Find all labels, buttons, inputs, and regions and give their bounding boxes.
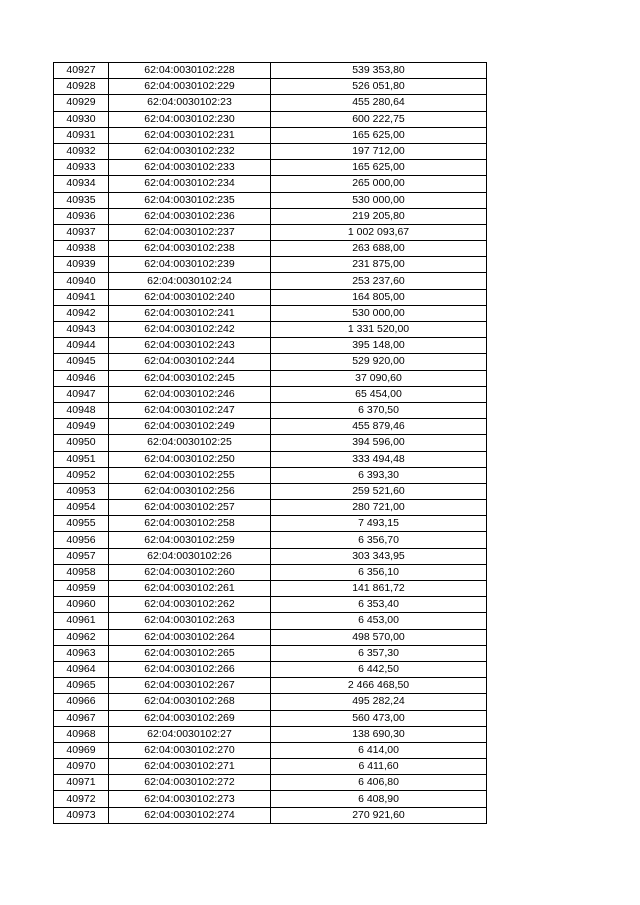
- cadastral-number-cell: 62:04:0030102:230: [109, 111, 271, 127]
- cadastral-number-cell: 62:04:0030102:23: [109, 95, 271, 111]
- cadastral-number-cell: 62:04:0030102:239: [109, 257, 271, 273]
- row-number-cell: 40961: [54, 613, 109, 629]
- value-cell: 165 625,00: [271, 127, 487, 143]
- value-cell: 6 393,30: [271, 467, 487, 483]
- table-row: [54, 160, 487, 176]
- table-row: [54, 111, 487, 127]
- value-cell: 165 625,00: [271, 160, 487, 176]
- cadastral-number-cell: 62:04:0030102:274: [109, 807, 271, 823]
- value-cell: 6 411,60: [271, 759, 487, 775]
- row-number-cell: 40946: [54, 370, 109, 386]
- cadastral-number-cell: 62:04:0030102:258: [109, 516, 271, 532]
- table-row: [54, 402, 487, 418]
- value-cell: 455 280,64: [271, 95, 487, 111]
- cadastral-number-cell: 62:04:0030102:27: [109, 726, 271, 742]
- value-cell: 455 879,46: [271, 419, 487, 435]
- value-cell: 394 596,00: [271, 435, 487, 451]
- row-number-cell: 40965: [54, 678, 109, 694]
- cadastral-number-cell: 62:04:0030102:247: [109, 402, 271, 418]
- table-row: [54, 775, 487, 791]
- table-row: [54, 678, 487, 694]
- value-cell: 6 370,50: [271, 402, 487, 418]
- row-number-cell: 40948: [54, 402, 109, 418]
- cadastral-number-cell: 62:04:0030102:273: [109, 791, 271, 807]
- value-cell: 65 454,00: [271, 386, 487, 402]
- value-cell: 7 493,15: [271, 516, 487, 532]
- cadastral-number-cell: 62:04:0030102:257: [109, 500, 271, 516]
- cadastral-number-cell: 62:04:0030102:269: [109, 710, 271, 726]
- cadastral-number-cell: 62:04:0030102:250: [109, 451, 271, 467]
- table-row: [54, 726, 487, 742]
- table-row: [54, 661, 487, 677]
- value-cell: 164 805,00: [271, 289, 487, 305]
- row-number-cell: 40952: [54, 467, 109, 483]
- row-number-cell: 40970: [54, 759, 109, 775]
- value-cell: 526 051,80: [271, 79, 487, 95]
- table-row: [54, 548, 487, 564]
- table-row: [54, 500, 487, 516]
- row-number-cell: 40963: [54, 645, 109, 661]
- value-cell: 219 205,80: [271, 208, 487, 224]
- value-cell: 529 920,00: [271, 354, 487, 370]
- row-number-cell: 40967: [54, 710, 109, 726]
- value-cell: 6 408,90: [271, 791, 487, 807]
- cadastral-number-cell: 62:04:0030102:264: [109, 629, 271, 645]
- row-number-cell: 40968: [54, 726, 109, 742]
- value-cell: 138 690,30: [271, 726, 487, 742]
- row-number-cell: 40930: [54, 111, 109, 127]
- value-cell: 6 353,40: [271, 597, 487, 613]
- row-number-cell: 40928: [54, 79, 109, 95]
- table-row: [54, 791, 487, 807]
- row-number-cell: 40964: [54, 661, 109, 677]
- row-number-cell: 40929: [54, 95, 109, 111]
- row-number-cell: 40933: [54, 160, 109, 176]
- table-row: [54, 257, 487, 273]
- table-row: [54, 483, 487, 499]
- cadastral-number-cell: 62:04:0030102:231: [109, 127, 271, 143]
- value-cell: 6 406,80: [271, 775, 487, 791]
- value-cell: 495 282,24: [271, 694, 487, 710]
- cadastral-number-cell: 62:04:0030102:245: [109, 370, 271, 386]
- cadastral-number-cell: 62:04:0030102:259: [109, 532, 271, 548]
- value-cell: 231 875,00: [271, 257, 487, 273]
- cadastral-number-cell: 62:04:0030102:233: [109, 160, 271, 176]
- table-row: [54, 338, 487, 354]
- value-cell: 265 000,00: [271, 176, 487, 192]
- row-number-cell: 40966: [54, 694, 109, 710]
- table-row: [54, 79, 487, 95]
- table-row: [54, 143, 487, 159]
- cadastral-number-cell: 62:04:0030102:26: [109, 548, 271, 564]
- cadastral-number-cell: 62:04:0030102:260: [109, 564, 271, 580]
- table-row: [54, 241, 487, 257]
- row-number-cell: 40962: [54, 629, 109, 645]
- value-cell: 530 000,00: [271, 305, 487, 321]
- cadastral-number-cell: 62:04:0030102:243: [109, 338, 271, 354]
- table-row: [54, 95, 487, 111]
- table-row: [54, 564, 487, 580]
- value-cell: 253 237,60: [271, 273, 487, 289]
- cadastral-number-cell: 62:04:0030102:236: [109, 208, 271, 224]
- row-number-cell: 40943: [54, 322, 109, 338]
- value-cell: 197 712,00: [271, 143, 487, 159]
- cadastral-number-cell: 62:04:0030102:270: [109, 742, 271, 758]
- value-cell: 270 921,60: [271, 807, 487, 823]
- table-row: [54, 208, 487, 224]
- table-row: [54, 467, 487, 483]
- row-number-cell: 40931: [54, 127, 109, 143]
- table-row: [54, 273, 487, 289]
- value-cell: 6 442,50: [271, 661, 487, 677]
- cadastral-number-cell: 62:04:0030102:237: [109, 224, 271, 240]
- row-number-cell: 40934: [54, 176, 109, 192]
- table-row: [54, 386, 487, 402]
- value-cell: 530 000,00: [271, 192, 487, 208]
- value-cell: 1 002 093,67: [271, 224, 487, 240]
- table-row: [54, 289, 487, 305]
- cadastral-number-cell: 62:04:0030102:228: [109, 63, 271, 79]
- table-row: [54, 370, 487, 386]
- row-number-cell: 40956: [54, 532, 109, 548]
- table-row: [54, 224, 487, 240]
- value-cell: 6 357,30: [271, 645, 487, 661]
- cadastral-number-cell: 62:04:0030102:234: [109, 176, 271, 192]
- row-number-cell: 40949: [54, 419, 109, 435]
- table-row: [54, 742, 487, 758]
- row-number-cell: 40937: [54, 224, 109, 240]
- table-row: [54, 305, 487, 321]
- cadastral-number-cell: 62:04:0030102:229: [109, 79, 271, 95]
- cadastral-number-cell: 62:04:0030102:266: [109, 661, 271, 677]
- table-row: [54, 322, 487, 338]
- value-cell: 6 414,00: [271, 742, 487, 758]
- row-number-cell: 40957: [54, 548, 109, 564]
- row-number-cell: 40935: [54, 192, 109, 208]
- row-number-cell: 40940: [54, 273, 109, 289]
- cadastral-number-cell: 62:04:0030102:232: [109, 143, 271, 159]
- table-row: [54, 451, 487, 467]
- table-row: [54, 629, 487, 645]
- table-row: [54, 127, 487, 143]
- cadastral-number-cell: 62:04:0030102:242: [109, 322, 271, 338]
- row-number-cell: 40944: [54, 338, 109, 354]
- value-cell: 37 090,60: [271, 370, 487, 386]
- row-number-cell: 40941: [54, 289, 109, 305]
- row-number-cell: 40969: [54, 742, 109, 758]
- value-cell: 333 494,48: [271, 451, 487, 467]
- table-row: [54, 597, 487, 613]
- cadastral-number-cell: 62:04:0030102:249: [109, 419, 271, 435]
- value-cell: 498 570,00: [271, 629, 487, 645]
- cadastral-number-cell: 62:04:0030102:272: [109, 775, 271, 791]
- cadastral-number-cell: 62:04:0030102:261: [109, 581, 271, 597]
- cadastral-number-cell: 62:04:0030102:241: [109, 305, 271, 321]
- row-number-cell: 40951: [54, 451, 109, 467]
- row-number-cell: 40936: [54, 208, 109, 224]
- row-number-cell: 40955: [54, 516, 109, 532]
- row-number-cell: 40971: [54, 775, 109, 791]
- value-cell: 263 688,00: [271, 241, 487, 257]
- value-cell: 1 331 520,00: [271, 322, 487, 338]
- row-number-cell: 40960: [54, 597, 109, 613]
- table-body: [54, 63, 487, 824]
- value-cell: 259 521,60: [271, 483, 487, 499]
- table-row: [54, 759, 487, 775]
- cadastral-number-cell: 62:04:0030102:255: [109, 467, 271, 483]
- value-cell: 539 353,80: [271, 63, 487, 79]
- row-number-cell: 40939: [54, 257, 109, 273]
- cadastral-number-cell: 62:04:0030102:256: [109, 483, 271, 499]
- table-row: [54, 807, 487, 823]
- table-row: [54, 710, 487, 726]
- cadastral-number-cell: 62:04:0030102:263: [109, 613, 271, 629]
- value-cell: 560 473,00: [271, 710, 487, 726]
- cadastral-number-cell: 62:04:0030102:265: [109, 645, 271, 661]
- cadastral-number-cell: 62:04:0030102:267: [109, 678, 271, 694]
- table-row: [54, 645, 487, 661]
- table-row: [54, 532, 487, 548]
- row-number-cell: 40950: [54, 435, 109, 451]
- row-number-cell: 40972: [54, 791, 109, 807]
- value-cell: 303 343,95: [271, 548, 487, 564]
- table-row: [54, 176, 487, 192]
- cadastral-number-cell: 62:04:0030102:25: [109, 435, 271, 451]
- table-row: [54, 419, 487, 435]
- value-cell: 2 466 468,50: [271, 678, 487, 694]
- row-number-cell: 40947: [54, 386, 109, 402]
- value-cell: 600 222,75: [271, 111, 487, 127]
- value-cell: 280 721,00: [271, 500, 487, 516]
- row-number-cell: 40958: [54, 564, 109, 580]
- cadastral-number-cell: 62:04:0030102:246: [109, 386, 271, 402]
- value-cell: 6 356,10: [271, 564, 487, 580]
- cadastral-number-cell: 62:04:0030102:244: [109, 354, 271, 370]
- table-row: [54, 354, 487, 370]
- value-cell: 141 861,72: [271, 581, 487, 597]
- cadastral-number-cell: 62:04:0030102:240: [109, 289, 271, 305]
- row-number-cell: 40954: [54, 500, 109, 516]
- cadastral-number-cell: 62:04:0030102:238: [109, 241, 271, 257]
- table-row: [54, 613, 487, 629]
- table-row: [54, 63, 487, 79]
- row-number-cell: 40953: [54, 483, 109, 499]
- row-number-cell: 40959: [54, 581, 109, 597]
- value-cell: 6 356,70: [271, 532, 487, 548]
- row-number-cell: 40945: [54, 354, 109, 370]
- value-cell: 395 148,00: [271, 338, 487, 354]
- cadastral-value-table: [53, 62, 487, 824]
- cadastral-number-cell: 62:04:0030102:271: [109, 759, 271, 775]
- row-number-cell: 40973: [54, 807, 109, 823]
- cadastral-number-cell: 62:04:0030102:235: [109, 192, 271, 208]
- table-row: [54, 581, 487, 597]
- table-row: [54, 516, 487, 532]
- value-cell: 6 453,00: [271, 613, 487, 629]
- cadastral-number-cell: 62:04:0030102:268: [109, 694, 271, 710]
- table-row: [54, 192, 487, 208]
- row-number-cell: 40938: [54, 241, 109, 257]
- cadastral-number-cell: 62:04:0030102:262: [109, 597, 271, 613]
- row-number-cell: 40927: [54, 63, 109, 79]
- table-row: [54, 694, 487, 710]
- row-number-cell: 40932: [54, 143, 109, 159]
- row-number-cell: 40942: [54, 305, 109, 321]
- table-row: [54, 435, 487, 451]
- cadastral-number-cell: 62:04:0030102:24: [109, 273, 271, 289]
